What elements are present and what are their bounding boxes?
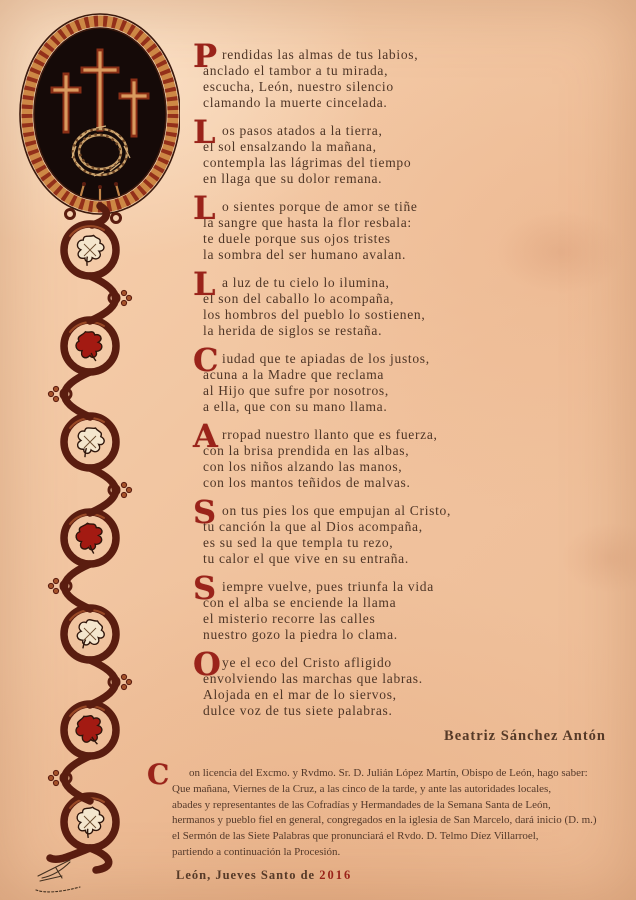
stanza-initial: S — [193, 493, 217, 532]
poem-line: nuestro gozo la piedra lo clama. — [203, 626, 398, 642]
author-signature: Beatriz Sánchez Antón — [444, 728, 606, 744]
proclamation-line: Que mañana, Viernes de la Cruz, a las cinco de la tarde, y ante las autoridades locales, — [172, 782, 552, 795]
dateline — [176, 868, 352, 883]
poem-line: Alojada en el mar de lo siervos, — [203, 686, 397, 702]
stanza-initial: L — [193, 113, 216, 152]
stanza-initial: C — [193, 341, 219, 380]
poem-line: con los niños alzando las manos, — [203, 458, 403, 474]
proclamation-line: el Sermón de las Siete Palabras que pronunciará el Rvdo. D. Telmo Díez Villarroel, — [172, 830, 539, 843]
stanza-initial: S — [193, 569, 217, 608]
poem-stanza — [193, 569, 509, 643]
poem-line: iempre vuelve, pues triunfa la vida — [222, 579, 434, 595]
poem-line: en llaga que su dolor remana. — [203, 170, 383, 186]
poem-line: anclado el tambor a tu mirada, — [203, 62, 389, 78]
poem-stanza — [193, 341, 509, 415]
poem-line: on tus pies los que empujan al Cristo, — [222, 503, 452, 519]
poem-line: los hombros del pueblo lo sostienen, — [203, 306, 426, 322]
poem-line: con el alba se enciende la llama — [203, 595, 397, 611]
dateline-year: 2016 — [319, 868, 353, 882]
dateline-text: León, Jueves Santo de — [176, 868, 320, 882]
poem-line: la sangre que hasta la flor resbala: — [203, 214, 412, 230]
poem-line: el misterio recorre las calles — [203, 610, 376, 626]
poem-stanza — [193, 645, 509, 719]
proclamation-line: on licencia del Excmo. y Rvdmo. Sr. D. Julián López Martín, Obispo de León, hago saber: — [189, 767, 588, 779]
leaf-ornament — [72, 711, 109, 750]
leaf-ornament — [73, 328, 108, 366]
poem-line: a ella, que con su mano llama. — [203, 398, 388, 414]
poem-line: contempla las lágrimas del tiempo — [203, 154, 412, 170]
poem-line: con los mantos teñidos de malvas. — [203, 474, 411, 490]
poem-line: envolviendo las marchas que labras. — [203, 671, 423, 687]
poem-stanza — [193, 493, 509, 567]
poem-line: es su sed la que templa tu rezo, — [203, 534, 394, 550]
poem-line: te duele porque sus ojos tristes — [203, 230, 391, 246]
poem-stanzas — [193, 37, 509, 731]
poem-line: dulce voz de tus siete palabras. — [203, 702, 393, 718]
stanza-initial: P — [193, 37, 218, 75]
poem-line: clamando la muerte cincelada. — [203, 94, 388, 110]
poem-line: o sientes porque de amor se tiñe — [222, 199, 418, 215]
poem-line: ye el eco del Cristo afligido — [222, 655, 392, 671]
stanza-initial: L — [193, 265, 216, 304]
proclamation — [147, 758, 628, 861]
poem-line: con la brisa prendida en las albas, — [203, 442, 410, 458]
poem-line: escucha, León, nuestro silencio — [203, 78, 394, 94]
semana-santa-emblem — [20, 14, 180, 214]
poem-line: acuna a la Madre que reclama — [203, 366, 385, 382]
poem-line: la sombra del ser humano avalan. — [203, 246, 407, 262]
proclamation-line: partiendo a continuación la Procesión. — [172, 845, 341, 858]
proclamation-initial: C — [147, 758, 170, 791]
poem-line: al Hijo que sufre por nosotros, — [203, 382, 389, 398]
poem-stanza — [193, 37, 509, 111]
proclamation-lines — [172, 766, 628, 861]
poem-line: rropad nuestro llanto que es fuerza, — [222, 427, 438, 443]
poem-stanza — [193, 417, 509, 491]
proclamation-line: abades y representantes de las Cofradías y Hermandades de la Semana Santa de León, — [172, 798, 551, 811]
poem-line: iudad que te apiadas de los justos, — [222, 351, 430, 367]
stanza-initial: A — [193, 417, 218, 456]
poem-line: la herida de siglos se restaña. — [203, 322, 383, 338]
poem-line: tu calor el que vive en su entraña. — [203, 550, 409, 566]
poem-line: el sol ensalzando la mañana, — [203, 138, 377, 154]
artist-signature — [26, 852, 96, 898]
poem-line: os pasos atados a la tierra, — [222, 123, 383, 139]
poem-stanza — [193, 189, 509, 263]
leaf-ornament — [74, 521, 106, 556]
poem-stanza — [193, 113, 509, 187]
stanza-initial: L — [193, 189, 216, 228]
poem-line: tu canción la que al Dios acompaña, — [203, 519, 423, 534]
poem-stanza — [193, 265, 509, 339]
proclamation-line: hermanos y pueblo fiel en general, congregados en la iglesia de San Marcelo, dará inicio (D. m.) — [172, 814, 597, 827]
poem-line: el son del caballo lo acompaña, — [203, 290, 395, 306]
vine-scroll — [47, 206, 132, 873]
poem-line: a luz de tu cielo lo ilumina, — [222, 275, 390, 291]
stanza-initial: O — [193, 645, 221, 684]
poem-line: rendidas las almas de tus labios, — [222, 47, 419, 62]
